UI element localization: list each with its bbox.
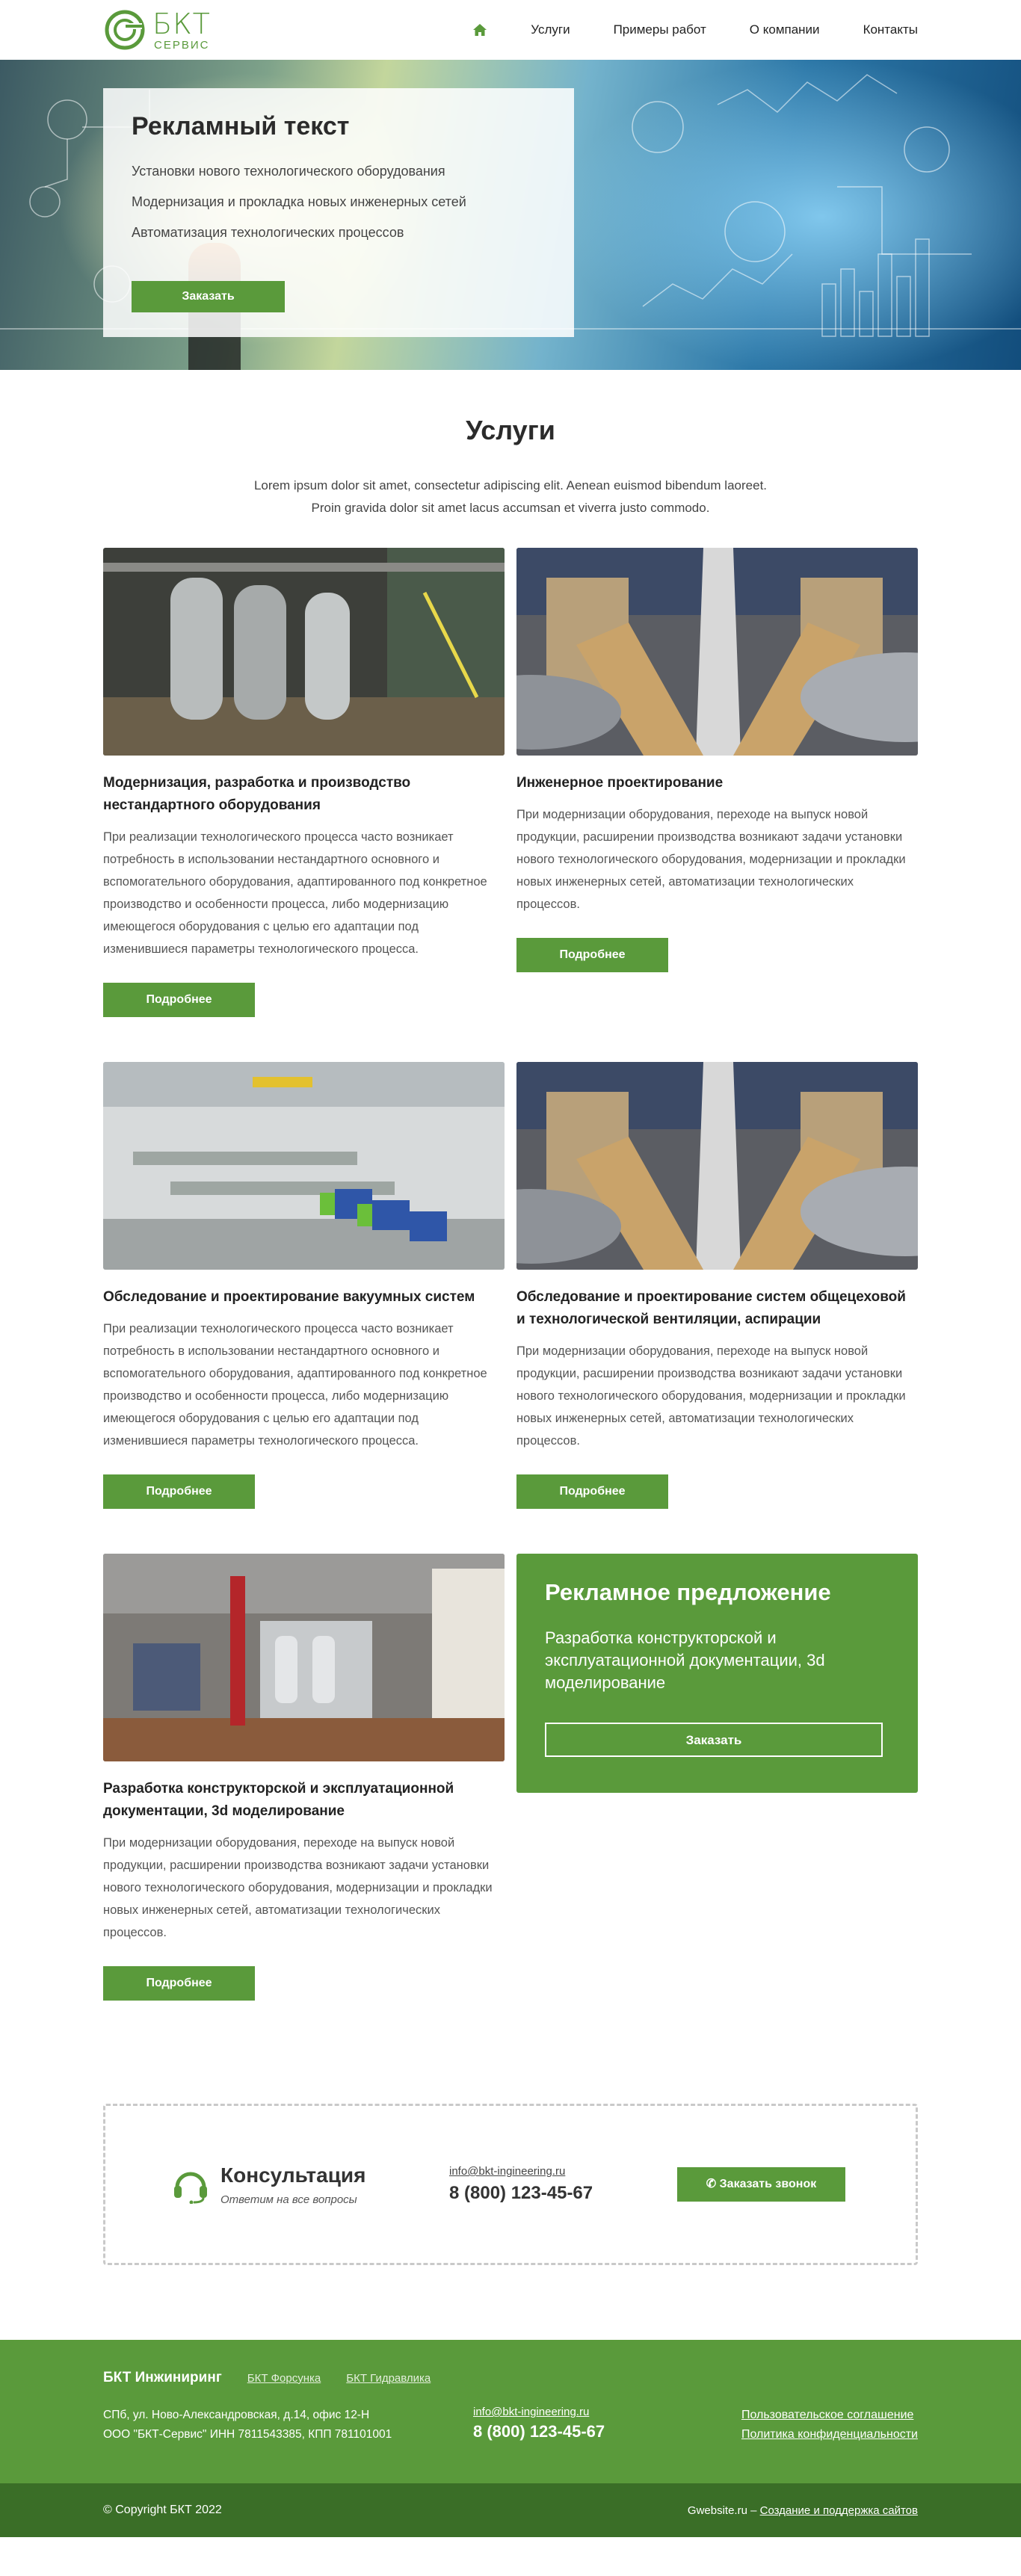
service-more-button[interactable]: Подробнее (103, 1474, 255, 1509)
service-more-button[interactable]: Подробнее (516, 938, 668, 972)
nav-item-contacts[interactable]: Контакты (863, 22, 918, 37)
footer-address: СПб, ул. Ново-Александровская, д.14, офис 12-Н (103, 2409, 370, 2421)
service-card (103, 1062, 505, 1509)
promo-title: Рекламное предложение (545, 1579, 831, 1605)
logo[interactable] (103, 8, 211, 52)
credit-prefix: Gwebsite.ru – (687, 2504, 757, 2517)
credit-link[interactable]: Создание и поддержка сайтов (759, 2504, 918, 2517)
hero-line-1: Установки нового технологического оборудования (132, 164, 445, 179)
footer-link-hydraulics[interactable]: БКТ Гидравлика (346, 2371, 431, 2385)
hero-line-2: Модернизация и прокладка новых инженерных сетей (132, 194, 466, 209)
logo-sub-text: СЕРВИС (154, 38, 210, 52)
main-nav (472, 22, 918, 37)
hero-line-3: Автоматизация технологических процессов (132, 225, 404, 240)
service-card (516, 548, 918, 1017)
request-call-button[interactable] (677, 2167, 845, 2202)
footer-privacy-policy-link[interactable]: Политика конфиденциальности (741, 2428, 918, 2441)
promo-box (516, 1554, 918, 1793)
service-card (103, 548, 505, 1017)
consult-email-link[interactable]: info@bkt-ingineering.ru (449, 2165, 566, 2178)
service-card-title: Обследование и проектирование вакуумных систем (103, 1289, 475, 1305)
nav-item-examples[interactable]: Примеры работ (613, 22, 706, 37)
footer-user-agreement-link[interactable]: Пользовательское соглашение (741, 2409, 914, 2421)
footer-brand: БКТ Инжиниринг (103, 2370, 222, 2385)
service-card-title: Разработка конструкторской и эксплуатационной документации, 3d моделирование (103, 1781, 454, 1819)
consultation-box (103, 2104, 918, 2265)
hero-text-box (103, 88, 574, 337)
phone-icon: ✆ (706, 2178, 720, 2190)
consult-title: Консультация (220, 2163, 366, 2187)
site-footer (0, 2340, 1021, 2483)
service-image-workshop[interactable] (103, 1554, 505, 1761)
service-card (516, 1062, 918, 1509)
footer-link-forsunka[interactable]: БКТ Форсунка (247, 2371, 321, 2385)
service-card-title: Обследование и проектирование систем общецеховой и технологической вентиляции, аспирации (516, 1289, 906, 1327)
headset-icon (171, 2165, 210, 2204)
service-more-button[interactable]: Подробнее (103, 983, 255, 1017)
hero-title: Рекламный текст (132, 112, 350, 140)
request-call-label: Заказать звонок (719, 2178, 817, 2190)
services-grid (103, 548, 918, 2045)
hero-order-button[interactable]: Заказать (132, 281, 285, 312)
footer-company-details: ООО "БКТ-Сервис" ИНН 7811543385, КПП 781101001 (103, 2428, 392, 2441)
service-more-button[interactable]: Подробнее (516, 1474, 668, 1509)
nav-item-services[interactable]: Услуги (531, 22, 570, 37)
footer-email-link[interactable]: info@bkt-ingineering.ru (473, 2406, 590, 2418)
service-card-text: При модернизации оборудования, переходе на выпуск новой продукции, расширении производства возникают задачи установки нового технологического оборудования, модернизации и прокладки новых инженерных сетей, автоматизации технологических процессов. (103, 1836, 493, 1939)
site-header (0, 0, 1021, 60)
consult-phone[interactable]: 8 (800) 123-45-67 (449, 2183, 593, 2203)
promo-order-button[interactable]: Заказать (545, 1723, 883, 1757)
service-card-title: Инженерное проектирование (516, 775, 724, 791)
promo-text: Разработка конструкторской и эксплуатационной документации, 3d моделирование (545, 1628, 825, 1692)
services-section (0, 370, 1021, 2045)
footer-phone[interactable]: 8 (800) 123-45-67 (473, 2422, 605, 2441)
service-more-button[interactable]: Подробнее (103, 1966, 255, 2001)
service-image-vacuum[interactable] (103, 1062, 505, 1270)
consult-subtitle: Ответим на все вопросы (220, 2193, 357, 2206)
service-card (103, 1554, 505, 2001)
service-card-title: Модернизация, разработка и производство нестандартного оборудования (103, 775, 411, 813)
service-card-text: При реализации технологического процесса часто возникает потребность в использовании нестандартного основного и вспомогательного оборудования, адаптированного под конкретное производство и особенности процесса, либо модернизацию имеющегося оборудования с целью его адаптации под изменившиеся параметры технологического процесса. (103, 1322, 487, 1448)
home-icon[interactable] (472, 23, 487, 37)
service-image-tanks[interactable] (103, 548, 505, 756)
logo-main-text: БКТ (152, 7, 211, 40)
services-intro: Lorem ipsum dolor sit amet, consectetur adipiscing elit. Aenean euismod bibendum laoreet. Proin gravida dolor sit amet lacus accumsan et viverra justo commodo. (253, 478, 768, 515)
service-card-text: При модернизации оборудования, переходе на выпуск новой продукции, расширении производства возникают задачи установки нового технологического оборудования, модернизации и прокладки новых инженерных сетей, автоматизации технологических процессов. (516, 808, 906, 911)
service-image-ventilation[interactable] (516, 1062, 918, 1270)
bottom-bar (0, 2483, 1021, 2537)
hero-banner (0, 60, 1021, 370)
logo-mark-icon (103, 8, 146, 52)
service-card-text: При реализации технологического процесса часто возникает потребность в использовании нестандартного основного и вспомогательного оборудования, адаптированного под конкретное производство и особенности процесса, либо модернизацию имеющегося оборудования с целью его адаптации под изменившиеся параметры технологического процесса. (103, 830, 487, 956)
service-card-text: При модернизации оборудования, переходе на выпуск новой продукции, расширении производства возникают задачи установки нового технологического оборудования, модернизации и прокладки новых инженерных сетей, автоматизации технологических процессов. (516, 1344, 906, 1448)
nav-item-about[interactable]: О компании (749, 22, 820, 37)
copyright: © Copyright БКТ 2022 (103, 2504, 222, 2516)
service-image-pipes[interactable] (516, 548, 918, 756)
services-title: Услуги (466, 415, 555, 445)
